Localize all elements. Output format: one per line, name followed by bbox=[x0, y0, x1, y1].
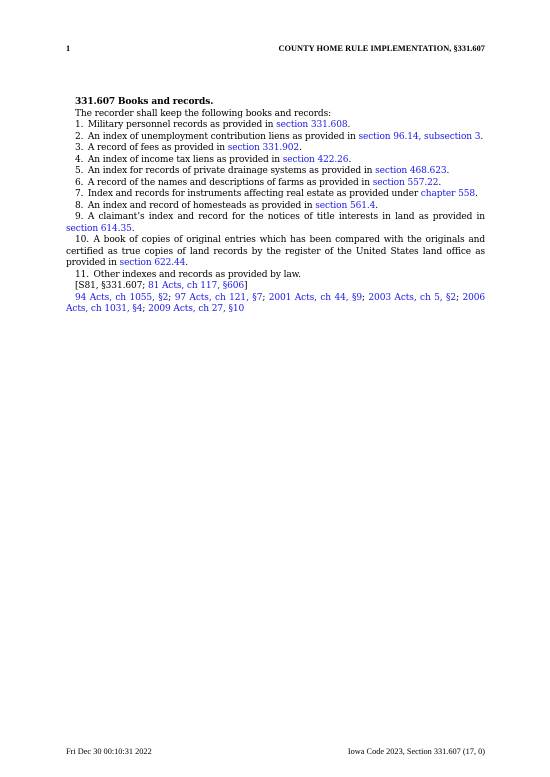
history-links bbox=[66, 293, 485, 316]
list-item bbox=[66, 212, 485, 235]
page-number: 1 bbox=[66, 44, 71, 53]
item-link[interactable]: section 468.623 bbox=[375, 166, 447, 176]
footer-citation: Iowa Code 2023, Section 331.607 (17, 0) bbox=[347, 747, 485, 756]
list-item bbox=[66, 120, 485, 132]
item-punct: . bbox=[131, 223, 135, 234]
item-text: Other indexes and records as provided by law. bbox=[93, 269, 301, 280]
item-punct: . bbox=[375, 200, 379, 211]
item-number: 2. bbox=[75, 131, 84, 142]
list-item bbox=[66, 201, 485, 213]
item-punct: . bbox=[347, 120, 351, 130]
history-link[interactable]: 81 Acts, ch 117, §606 bbox=[147, 281, 245, 291]
item-link[interactable]: section 614.35 bbox=[66, 223, 132, 234]
item-punct: . bbox=[348, 154, 352, 165]
list-item bbox=[66, 155, 485, 167]
item-link[interactable]: section 557.22 bbox=[372, 177, 439, 188]
item-number: 10. bbox=[75, 235, 90, 245]
item-number: 11. bbox=[75, 269, 90, 280]
section-intro: The recorder shall keep the following books and records: bbox=[75, 108, 332, 119]
item-link[interactable]: chapter 558 bbox=[420, 189, 476, 199]
list-item bbox=[66, 189, 485, 201]
history-link[interactable]: 97 Acts, ch 121, §7 bbox=[174, 292, 263, 303]
list-item bbox=[66, 166, 485, 178]
item-text: An index and record of homesteads as provided in bbox=[87, 200, 316, 211]
history-bracket: [S81, §331.607; 81 Acts, ch 117, §606] bbox=[75, 281, 248, 291]
item-number: 6. bbox=[75, 177, 84, 188]
item-link[interactable]: section 422.26 bbox=[282, 154, 349, 165]
history-link[interactable]: 2001 Acts, ch 44, §9 bbox=[268, 292, 363, 303]
link-separator: ; bbox=[362, 292, 369, 303]
item-text: An index of unemployment contribution liens as provided in bbox=[87, 131, 359, 142]
link-separator: ; bbox=[262, 292, 269, 303]
item-text: Military personnel records as provided in bbox=[87, 120, 277, 130]
page-header bbox=[66, 44, 485, 58]
item-text: A record of the names and descriptions of farms as provided in bbox=[87, 177, 373, 188]
section-title: Books and records. bbox=[117, 97, 214, 107]
item-text: An index of income tax liens as provided in bbox=[87, 154, 283, 165]
item-text: Index and records for instruments affecting real estate as provided under bbox=[87, 189, 421, 199]
list-item bbox=[66, 178, 485, 190]
history-link[interactable]: 94 Acts, ch 1055, §2 bbox=[75, 292, 169, 303]
link-separator: ; bbox=[456, 292, 463, 303]
list-item bbox=[66, 235, 485, 270]
item-link[interactable]: section 331.902 bbox=[227, 143, 300, 153]
item-punct: . bbox=[185, 258, 189, 268]
item-number: 4. bbox=[75, 154, 84, 165]
item-number: 1. bbox=[75, 120, 84, 130]
item-link[interactable]: section 622.44 bbox=[119, 258, 186, 268]
item-number: 3. bbox=[75, 143, 84, 153]
item-link[interactable]: section 561.4 bbox=[315, 200, 376, 211]
item-punct: . bbox=[299, 143, 302, 153]
history-link[interactable]: 2003 Acts, ch 5, §2 bbox=[368, 292, 457, 303]
chapter-title: COUNTY HOME RULE IMPLEMENTATION, §331.607 bbox=[278, 44, 485, 53]
section-heading bbox=[66, 97, 485, 109]
section-number: 331.607 bbox=[75, 97, 116, 107]
page-footer bbox=[66, 747, 485, 759]
item-text: A record of fees as provided in bbox=[87, 143, 228, 153]
footer-timestamp: Fri Dec 30 00:10:31 2022 bbox=[66, 747, 152, 756]
item-text: A claimant’s index and record for the notices of title interests in land as provided in bbox=[87, 212, 485, 222]
item-punct: . bbox=[446, 166, 450, 176]
item-link[interactable]: section 331.608 bbox=[276, 120, 348, 130]
item-punct: . bbox=[480, 131, 484, 142]
list-item bbox=[66, 132, 485, 144]
history-link[interactable]: 2009 Acts, ch 27, §10 bbox=[148, 304, 245, 314]
item-text: An index for records of private drainage systems as provided in bbox=[87, 166, 376, 176]
item-number: 5. bbox=[75, 166, 84, 176]
link-separator: ; bbox=[142, 304, 149, 314]
link-separator: ; bbox=[168, 292, 175, 303]
item-text: A book of copies of original entries which has been compared with the originals and certified as true copies of land records by the register of the United States land office as provided in bbox=[66, 235, 485, 268]
item-punct: . bbox=[475, 189, 478, 199]
item-number: 7. bbox=[75, 189, 84, 199]
item-punct: . bbox=[438, 177, 442, 188]
item-number: 8. bbox=[75, 200, 84, 211]
list-item bbox=[66, 270, 485, 282]
records-list bbox=[66, 120, 485, 281]
item-number: 9. bbox=[75, 212, 84, 222]
history-link[interactable]: 2006 Acts, ch 1031, §4 bbox=[66, 292, 486, 314]
list-item bbox=[66, 143, 485, 155]
section-body bbox=[66, 97, 485, 316]
item-link[interactable]: section 96.14, subsection 3 bbox=[358, 131, 481, 142]
